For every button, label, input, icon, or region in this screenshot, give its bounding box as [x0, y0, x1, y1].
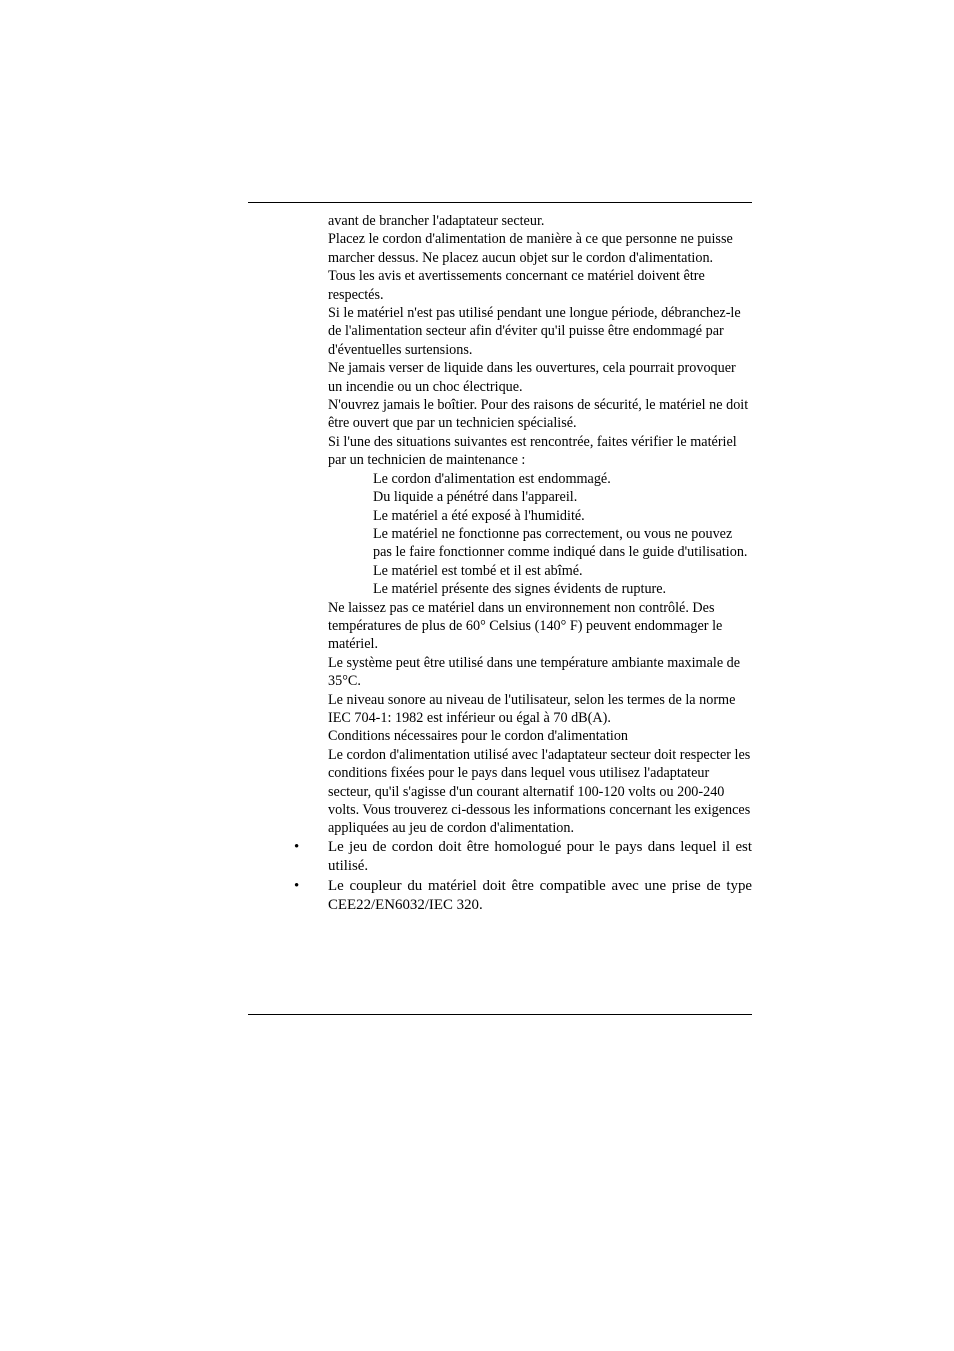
condition-item: Le matériel présente des signes évidents de rupture.: [373, 581, 667, 598]
bullet-icon: •: [294, 838, 300, 855]
bullet-icon: •: [294, 877, 300, 894]
requirements-list: [294, 838, 752, 916]
condition-item: Le matériel est tombé et il est abîmé.: [373, 562, 583, 579]
paragraph: Tous les avis et avertissements concernant ce matériel doivent être respectés.: [328, 268, 705, 303]
list-item-text: Le coupleur du matériel doit être compatible avec une prise de type CEE22/EN6032/IEC 320.: [328, 877, 752, 914]
paragraph: Le niveau sonore au niveau de l'utilisateur, selon les termes de la norme IEC 704-1: 1982 est inférieur ou égal à 70 dB(A).: [328, 691, 736, 726]
paragraph: Placez le cordon d'alimentation de manière à ce que personne ne puisse marcher dessus. Ne placez aucun objet sur le cordon d'alimentation.: [328, 231, 733, 266]
list-item-text: Le jeu de cordon doit être homologué pour le pays dans lequel il est utilisé.: [328, 838, 752, 875]
paragraph: Si le matériel n'est pas utilisé pendant une longue période, débranchez-le de l'alimentation secteur afin d'éviter qu'il puisse être endommagé par d'éventuelles surtensions.: [328, 305, 741, 358]
condition-item: Le matériel ne fonctionne pas correctement, ou vous ne pouvez pas le faire fonctionner comme indiqué dans le guide d'utilisation.: [373, 525, 748, 561]
paragraph: Si l'une des situations suivantes est rencontrée, faites vérifier le matériel par un technicien de maintenance :: [328, 433, 737, 469]
paragraph: Le système peut être utilisé dans une température ambiante maximale de 35°C.: [328, 654, 741, 690]
list-item: [294, 838, 752, 877]
footer-rule: [248, 1014, 752, 1015]
paragraph: Ne laissez pas ce matériel dans un environnement non contrôlé. Des températures de plus de 60° Celsius (140° F) peuvent endommager le matériel.: [328, 599, 723, 653]
condition-item: Du liquide a pénétré dans l'appareil.: [373, 489, 578, 506]
condition-item: Le matériel a été exposé à l'humidité.: [373, 507, 585, 524]
condition-item: Le cordon d'alimentation est endommagé.: [373, 470, 611, 487]
paragraph: N'ouvrez jamais le boîtier. Pour des raisons de sécurité, le matériel ne doit être ouvert que par un technicien spécialisé.: [328, 397, 749, 432]
page-body: [294, 212, 752, 916]
header-rule: [248, 202, 752, 203]
list-item: [294, 877, 752, 916]
paragraph: Ne jamais verser de liquide dans les ouvertures, cela pourrait provoquer un incendie ou un choc électrique.: [328, 360, 736, 395]
paragraph: avant de brancher l'adaptateur secteur.: [328, 213, 545, 229]
section-heading: Conditions nécessaires pour le cordon d'alimentation: [328, 728, 629, 745]
paragraph: Le cordon d'alimentation utilisé avec l'adaptateur secteur doit respecter les conditions fixées pour le pays dans lequel vous utilisez l'adaptateur secteur, qu'il s'agisse d'un courant alternatif 100-120 volts ou 200-240 volts. Vous trouverez ci-dessous les informations concernant les exigences appliquées au jeu de cordon d'alimentation.: [328, 746, 751, 837]
